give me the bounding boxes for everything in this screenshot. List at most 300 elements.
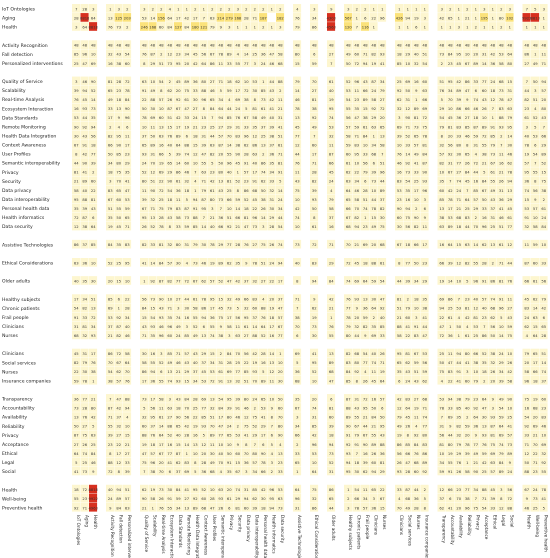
cell-value: 78 <box>252 261 258 266</box>
cell-value: 14 <box>252 324 258 329</box>
heatmap-cell <box>429 303 437 312</box>
cell-value: 87 <box>422 161 428 166</box>
cell-value: 56 <box>141 297 147 302</box>
heatmap-cell <box>455 31 463 40</box>
cell-value: 32 <box>116 424 122 429</box>
heatmap-cell <box>285 4 293 13</box>
cell-value: 70 <box>345 243 351 248</box>
row-label: Activity Recognition <box>2 43 48 49</box>
cell-value: 44 <box>362 424 368 429</box>
cell-value: 24 <box>371 88 377 93</box>
cell-value: 76 <box>439 88 445 93</box>
cell-value: 48 <box>82 43 88 48</box>
cell-value: 83 <box>354 143 360 148</box>
heatmap-cell <box>336 449 344 458</box>
cell-value: 35 <box>116 243 122 248</box>
heatmap-cell <box>387 140 395 149</box>
cell-value: 75 <box>439 370 445 375</box>
heatmap-cell <box>132 113 140 122</box>
cell-value: 37 <box>116 415 122 420</box>
heatmap-cell <box>336 113 344 122</box>
cell-value: 62 <box>201 279 207 284</box>
cell-value: 83 <box>345 361 351 366</box>
row-label: Privacy <box>2 433 19 439</box>
cell-value: 71 <box>294 297 300 302</box>
heatmap-cell <box>429 458 437 467</box>
cell-value: 1 <box>491 116 494 121</box>
cell-value: 29 <box>260 424 266 429</box>
cell-value: 74 <box>524 188 530 193</box>
cell-value: 3 <box>109 179 112 184</box>
heatmap-cell <box>268 267 276 276</box>
cell-value: 50 <box>490 333 496 338</box>
heatmap-cell <box>506 267 514 276</box>
cell-value: 14 <box>277 188 283 193</box>
heatmap-cell <box>302 394 310 403</box>
cell-value: 95 <box>226 397 232 402</box>
cell-value: 4 <box>440 379 443 384</box>
heatmap-cell <box>98 49 106 58</box>
heatmap-cell <box>336 367 344 376</box>
cell-value: 70 <box>124 370 130 375</box>
cell-value: 54 <box>73 306 79 311</box>
cell-value: 2 <box>542 197 545 202</box>
cell-value: 93 <box>396 469 402 474</box>
cell-value: 10 <box>124 279 130 284</box>
cell-value: 10 <box>226 206 232 211</box>
heatmap-cell <box>302 104 310 113</box>
heatmap-cell <box>489 231 497 240</box>
cell-value: 77 <box>175 279 181 284</box>
heatmap-cell <box>514 4 522 13</box>
cell-value: 55 <box>354 415 360 420</box>
cell-value: 16 <box>328 225 334 230</box>
heatmap-cell <box>98 185 106 194</box>
cell-value: 63 <box>532 315 538 320</box>
heatmap-cell <box>302 213 310 222</box>
heatmap-cell <box>242 267 250 276</box>
cell-value: 38 <box>235 143 241 148</box>
cell-value: 69 <box>541 442 547 447</box>
heatmap-cell <box>302 195 310 204</box>
cell-value: 82 <box>413 225 419 230</box>
heatmap-cell <box>302 312 310 321</box>
cell-value: 23 <box>116 88 122 93</box>
cell-value: 17 <box>311 152 317 157</box>
heatmap-cell <box>412 231 420 240</box>
cell-value: 38 <box>311 107 317 112</box>
heatmap-cell <box>514 22 522 31</box>
cell-value: 38 <box>90 370 96 375</box>
cell-value: 44 <box>456 361 462 366</box>
heatmap-cell <box>361 340 369 349</box>
heatmap-cell <box>319 77 327 86</box>
heatmap-cell <box>523 285 531 294</box>
cell-value: 72 <box>311 243 317 248</box>
cell-value: 84 <box>371 415 377 420</box>
heatmap-cell <box>480 31 488 40</box>
cell-value: 28 <box>362 188 368 193</box>
heatmap-cell <box>89 249 97 258</box>
cell-value: 15 <box>167 125 173 130</box>
cell-value: 79 <box>294 25 300 30</box>
cell-value: 7 <box>534 161 537 166</box>
cell-value: 95 <box>150 415 156 420</box>
cell-value: 54 <box>150 315 156 320</box>
cell-value: 10 <box>456 279 462 284</box>
heatmap-cell <box>157 31 165 40</box>
cell-value: 1 <box>508 25 511 30</box>
cell-value: 48 <box>116 43 122 48</box>
heatmap-cell <box>429 104 437 113</box>
heatmap-cell <box>361 68 369 77</box>
cell-value: 78 <box>124 88 130 93</box>
cell-value: 50 <box>413 261 419 266</box>
cell-value: 71 <box>541 61 547 66</box>
cell-value: 51 <box>422 52 428 57</box>
cell-value: 65 <box>447 16 453 21</box>
heatmap-cell <box>81 267 89 276</box>
heatmap-cell <box>361 31 369 40</box>
cell-value: 1 <box>534 52 537 57</box>
cell-value: 50 <box>141 107 147 112</box>
cell-value: 47 <box>124 188 130 193</box>
heatmap-cell <box>463 249 471 258</box>
cell-value: 37 <box>379 197 385 202</box>
cell-value: 66 <box>294 433 300 438</box>
heatmap-cell <box>319 4 327 13</box>
heatmap-cell <box>523 385 531 394</box>
cell-value: 43 <box>481 98 487 103</box>
cell-value: 39 <box>90 161 96 166</box>
heatmap-cell <box>72 285 80 294</box>
cell-value: 2 <box>262 152 265 157</box>
cell-value: 17 <box>209 306 215 311</box>
cell-value: 47 <box>481 406 487 411</box>
cell-value: 1 <box>364 215 367 220</box>
heatmap-cell <box>302 358 310 367</box>
cell-value: 48 <box>422 43 428 48</box>
cell-value: 64 <box>405 406 411 411</box>
heatmap-cell <box>268 68 276 77</box>
cell-value: 34 <box>124 315 130 320</box>
heatmap-cell <box>404 31 412 40</box>
cell-value: 51 <box>243 379 249 384</box>
cell-value: 31 <box>490 215 496 220</box>
cell-value: 95 <box>201 206 207 211</box>
row-label: Health <box>2 25 18 31</box>
cell-value: 59 <box>73 379 79 384</box>
cell-value: 80 <box>277 424 283 429</box>
heatmap-cell <box>98 421 106 430</box>
cell-value: 66 <box>218 225 224 230</box>
cell-value: 48 <box>201 43 207 48</box>
cell-value: 4563 <box>326 25 336 30</box>
cell-value: 13 <box>209 397 215 402</box>
cell-value: 96 <box>243 134 249 139</box>
cell-value: 16 <box>150 352 156 357</box>
cell-value: 39 <box>311 188 317 193</box>
cell-value: 2 <box>466 7 469 12</box>
heatmap-cell <box>531 285 539 294</box>
cell-value: 73 <box>141 397 147 402</box>
cell-value: 90 <box>277 433 283 438</box>
cell-value: 49 <box>150 88 156 93</box>
cell-value: 69 <box>354 279 360 284</box>
cell-value: 2 <box>415 206 418 211</box>
heatmap-cell <box>166 285 174 294</box>
cell-value: 29 <box>218 243 224 248</box>
cell-value: 1 <box>457 16 460 21</box>
heatmap-cell <box>446 68 454 77</box>
cell-value: 85 <box>226 116 232 121</box>
cell-value: 28 <box>405 469 411 474</box>
cell-value: 20 <box>532 415 538 420</box>
cell-value: 60 <box>184 161 190 166</box>
cell-value: 21 <box>277 107 283 112</box>
cell-value: 83 <box>175 206 181 211</box>
cell-value: 36 <box>498 197 504 202</box>
heatmap-cell <box>336 231 344 240</box>
heatmap-cell <box>293 231 301 240</box>
cell-value: 86 <box>201 306 207 311</box>
cell-value: 75 <box>158 206 164 211</box>
cell-value: 60 <box>124 61 130 66</box>
cell-value: 48 <box>150 43 156 48</box>
cell-value: 32 <box>541 451 547 456</box>
cell-value: 47 <box>379 297 385 302</box>
cell-value: 11 <box>150 125 156 130</box>
cell-value: 56 <box>396 451 402 456</box>
cell-value: 33 <box>277 469 283 474</box>
cell-value: 14 <box>541 361 547 366</box>
cell-value: 3 <box>457 25 460 30</box>
cell-value: 15 <box>541 170 547 175</box>
cell-value: 82 <box>371 52 377 57</box>
heatmap-cell <box>98 267 106 276</box>
cell-value: 81 <box>413 116 419 121</box>
cell-value: 50 <box>311 206 317 211</box>
cell-value: 3 <box>75 25 78 30</box>
cell-value: 3 <box>143 7 146 12</box>
heatmap-cell <box>540 267 548 276</box>
heatmap-cell <box>98 340 106 349</box>
cell-value: 37 <box>252 315 258 320</box>
heatmap-cell <box>217 231 225 240</box>
cell-value: 87 <box>167 107 173 112</box>
heatmap-cell <box>132 267 140 276</box>
cell-value: 52 <box>481 352 487 357</box>
row-label: Older adults <box>2 279 31 285</box>
cell-value: 26 <box>82 442 88 447</box>
heatmap-cell <box>387 458 395 467</box>
cell-value: 52 <box>541 161 547 166</box>
cell-value: 31 <box>447 161 453 166</box>
cell-value: 13 <box>481 424 487 429</box>
cell-value: 17 <box>269 324 275 329</box>
heatmap-cell <box>523 31 531 40</box>
cell-value: 25 <box>447 306 453 311</box>
heatmap-cell <box>157 285 165 294</box>
cell-value: 4 <box>117 125 120 130</box>
cell-value: 67 <box>481 188 487 193</box>
heatmap-cell <box>336 86 344 95</box>
cell-value: 41 <box>498 206 504 211</box>
cell-value: 84 <box>107 243 113 248</box>
cell-value: 22 <box>124 297 130 302</box>
heatmap-cell <box>140 68 148 77</box>
cell-value: 46 <box>158 324 164 329</box>
cell-value: 12 <box>192 152 198 157</box>
heatmap-cell <box>429 49 437 58</box>
cell-value: 15 <box>175 442 181 447</box>
cell-value: 41 <box>464 361 470 366</box>
cell-value: 7 <box>202 16 205 21</box>
cell-value: 3 <box>270 460 273 465</box>
cell-value: 68 <box>354 352 360 357</box>
cell-value: 14 <box>184 442 190 447</box>
heatmap-cell <box>336 131 344 140</box>
cell-value: 67 <box>192 279 198 284</box>
cell-value: 46 <box>175 361 181 366</box>
heatmap-cell <box>242 285 250 294</box>
cell-value: 19 <box>396 433 402 438</box>
row-label: Accountability <box>2 406 35 412</box>
cell-value: 38 <box>243 98 249 103</box>
heatmap-cell <box>217 249 225 258</box>
cell-value: 19 <box>371 61 377 66</box>
cell-value: 16 <box>498 161 504 166</box>
cell-value: 76 <box>328 324 334 329</box>
cell-value: 96 <box>311 442 317 447</box>
cell-value: 8 <box>253 98 256 103</box>
cell-value: 35 <box>124 170 130 175</box>
cell-value: 60 <box>345 152 351 157</box>
cell-value: 27 <box>218 125 224 130</box>
cell-value: 72 <box>107 469 113 474</box>
cell-value: 38 <box>260 197 266 202</box>
cell-value: 2 <box>474 25 477 30</box>
cell-value: 19 <box>269 306 275 311</box>
cell-value: 35 <box>226 469 232 474</box>
cell-value: 5 <box>92 424 95 429</box>
cell-value: 77 <box>201 406 207 411</box>
row-label: IoT Ontologies <box>2 7 36 13</box>
cell-value: 5 <box>296 361 299 366</box>
cell-value: 91 <box>456 370 462 375</box>
heatmap-cell <box>344 267 352 276</box>
row-label: Scalability <box>2 89 26 95</box>
cell-value: 91 <box>141 88 147 93</box>
cell-value: 79 <box>192 243 198 248</box>
cell-value: 50 <box>524 460 530 465</box>
cell-value: 30 <box>90 279 96 284</box>
heatmap-cell <box>98 449 106 458</box>
cell-value: 84 <box>481 179 487 184</box>
cell-value: 48 <box>277 43 283 48</box>
cell-value: 51 <box>226 215 232 220</box>
cell-value: 38 <box>481 152 487 157</box>
heatmap-cell <box>370 267 378 276</box>
cell-value: 50 <box>481 197 487 202</box>
cell-value: 42 <box>192 61 198 66</box>
cell-value: 30 <box>311 333 317 338</box>
heatmap-cell <box>157 340 165 349</box>
cell-value: 9 <box>449 424 452 429</box>
cell-value: 87 <box>116 324 122 329</box>
cell-value: 15 <box>209 352 215 357</box>
cell-value: 21 <box>107 333 113 338</box>
heatmap-cell <box>336 222 344 231</box>
heatmap-cell <box>336 104 344 113</box>
cell-value: 78 <box>464 442 470 447</box>
cell-value: 47 <box>422 333 428 338</box>
heatmap-cell <box>106 267 114 276</box>
cell-value: 11 <box>235 324 241 329</box>
heatmap-cell <box>412 31 420 40</box>
heatmap-cell <box>276 249 284 258</box>
heatmap-cell <box>421 31 429 40</box>
cell-value: 30 <box>192 98 198 103</box>
cell-value: 74 <box>311 406 317 411</box>
cell-value: 28 <box>311 170 317 175</box>
cell-value: 34 <box>269 170 275 175</box>
cell-value: 21 <box>354 243 360 248</box>
cell-value: 25 <box>490 225 496 230</box>
cell-value: 92 <box>405 161 411 166</box>
cell-value: 74 <box>456 179 462 184</box>
cell-value: 95 <box>447 79 453 84</box>
heatmap-cell <box>285 204 293 213</box>
cell-value: 47 <box>116 397 122 402</box>
heatmap-cell <box>234 68 242 77</box>
cell-value: 63 <box>209 16 215 21</box>
cell-value: 2 <box>406 297 409 302</box>
cell-value: 53 <box>73 116 79 121</box>
cell-value: 10 <box>90 52 96 57</box>
cell-value: 10 <box>90 261 96 266</box>
cell-value: 52 <box>158 361 164 366</box>
heatmap-cell <box>132 131 140 140</box>
cell-value: 19 <box>192 424 198 429</box>
cell-value: 13 <box>226 379 232 384</box>
cell-value: 55 <box>371 433 377 438</box>
cell-value: 92 <box>150 279 156 284</box>
cell-value: 2 <box>270 469 273 474</box>
heatmap-cell <box>302 176 310 185</box>
heatmap-cell <box>276 385 284 394</box>
cell-value: 7 <box>355 25 358 30</box>
heatmap-cell <box>472 385 480 394</box>
cell-value: 45 <box>464 179 470 184</box>
heatmap-cell <box>319 439 327 448</box>
cell-value: 91 <box>490 125 496 130</box>
heatmap-cell <box>302 285 310 294</box>
heatmap-cell <box>531 340 539 349</box>
cell-value: 13 <box>150 215 156 220</box>
cell-value: 76 <box>481 442 487 447</box>
heatmap-cell <box>514 140 522 149</box>
cell-value: 36 <box>362 306 368 311</box>
cell-value: 40 <box>226 170 232 175</box>
heatmap-cell <box>344 385 352 394</box>
heatmap-cell <box>387 195 395 204</box>
cell-value: 8 <box>406 433 409 438</box>
cell-value: 15 <box>201 116 207 121</box>
heatmap-cell <box>387 294 395 303</box>
cell-value: 29 <box>507 197 513 202</box>
cell-value: 7 <box>525 79 528 84</box>
